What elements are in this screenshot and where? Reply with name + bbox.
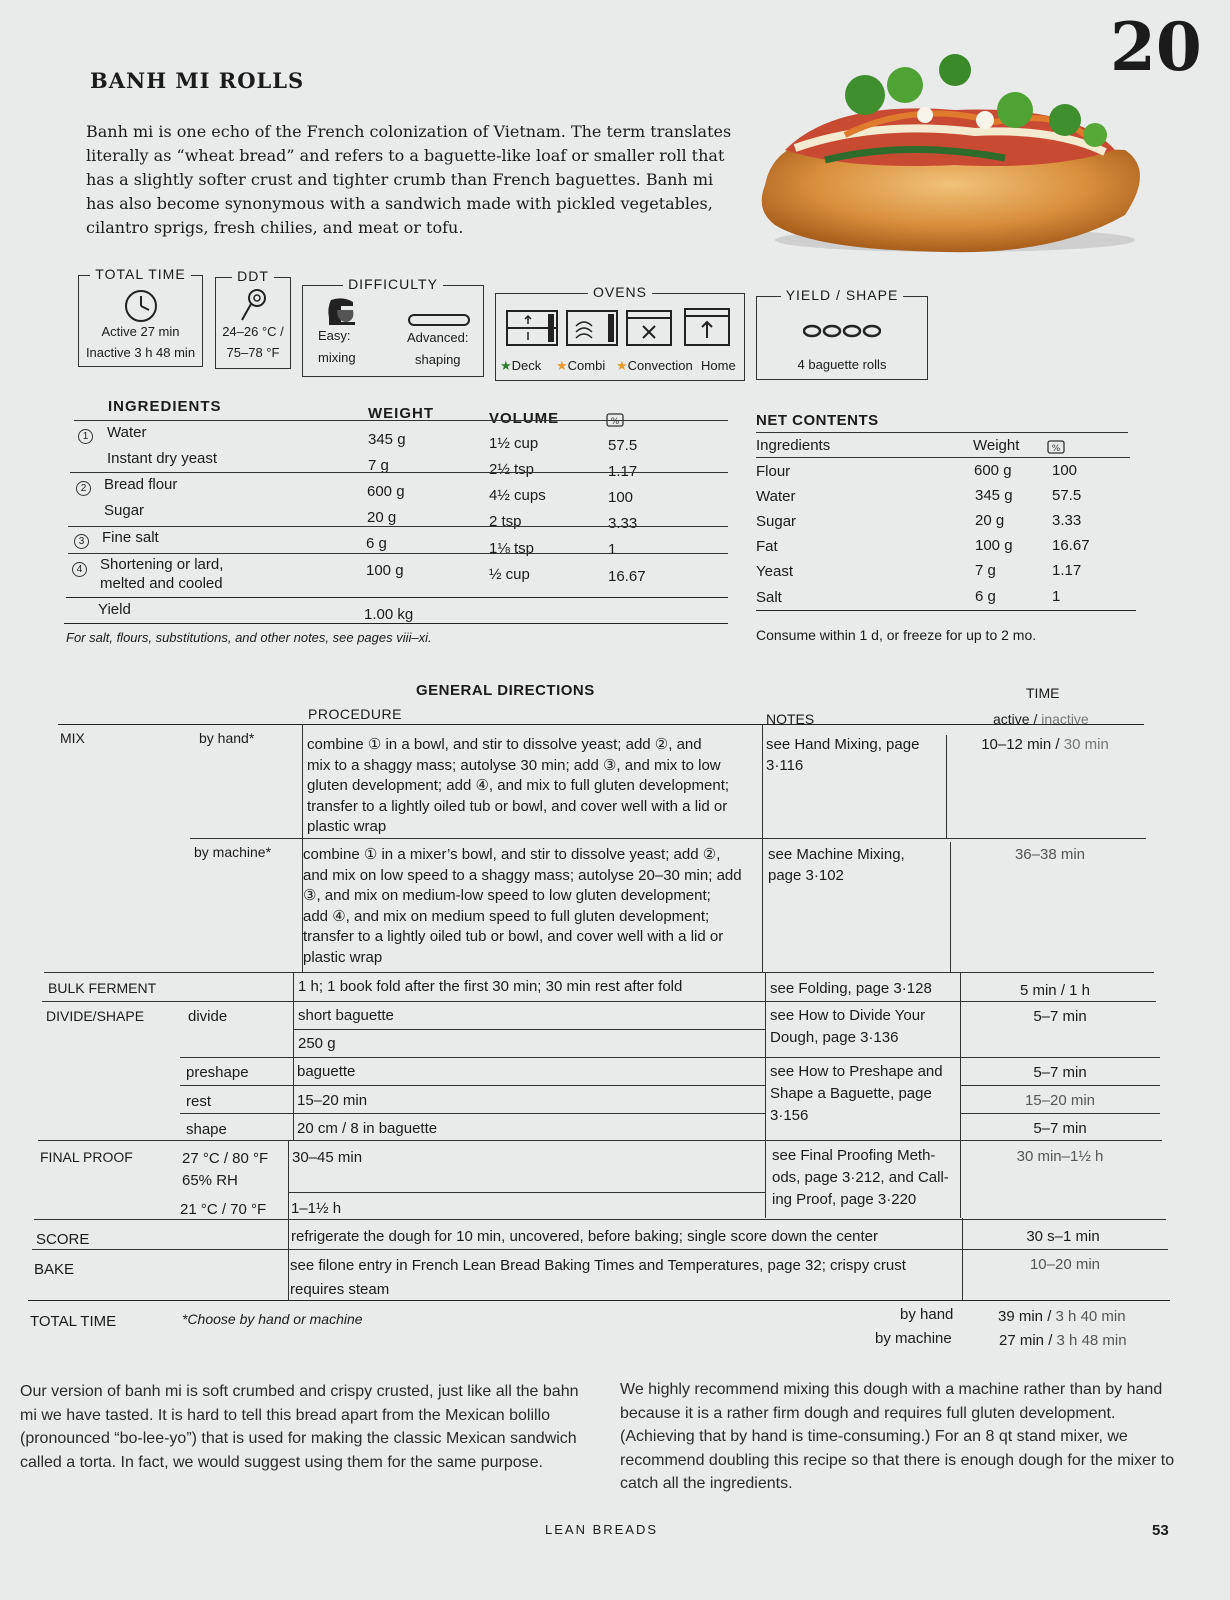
oven-combi: ★Combi [556, 358, 606, 373]
ddt-box [215, 268, 291, 369]
mix-hand-procedure: combine ① in a bowl, and stir to dissolve yeast; add ②, and mix to a shaggy mass; autolyse 30 min; add ③, and mix to low gluten development; add ④, and mix to full gluten development; transfer to a lightly oiled tub or bowl, and cover well with a lid or plastic wrap [307, 736, 730, 835]
ingredient-weight: 100 g [366, 562, 404, 579]
mix-hand-time: 10–12 min / 30 min [981, 736, 1109, 753]
mix-hand-notes: see Hand Mixing, page 3·116 [766, 736, 920, 774]
ddt-fahrenheit: 75–78 °F [226, 345, 280, 360]
total-by-machine-time: 27 min / 3 h 48 min [999, 1332, 1127, 1349]
ingredient-volume: 2½ tsp [489, 461, 535, 478]
total-by-hand-time: 39 min / 3 h 40 min [998, 1308, 1126, 1325]
rest-label: rest [186, 1093, 212, 1110]
total-by-hand-label: by hand [900, 1306, 954, 1323]
svg-text:%: % [610, 417, 620, 427]
net-row-weight: 6 g [975, 588, 996, 605]
ingredient-row [78, 426, 93, 444]
step-4-marker: 4 [72, 562, 87, 577]
shape-label: shape [186, 1121, 227, 1138]
stage-mix: MIX [60, 730, 85, 746]
time-header: TIME [1026, 685, 1060, 701]
shape-time: 5–7 min [1033, 1120, 1087, 1137]
ingredient-weight: 7 g [368, 457, 389, 474]
ingredient-volume: 2 tsp [489, 513, 522, 530]
divide-notes: see How to Divide Your Dough, page 3·136 [770, 1007, 926, 1046]
divide-weight: 250 g [298, 1035, 336, 1052]
net-row-name: Fat [756, 538, 778, 555]
combi-oven-icon [566, 310, 618, 346]
score-time: 30 s–1 min [1026, 1228, 1100, 1245]
intro-paragraph: Banh mi is one echo of the French colonization of Vietnam. The term translates literally as “wheat bread” and refers to a baguette-like loaf or smaller roll that has a slightly softer crust and tighter crumb than French baguettes. Banh mi has also become synonymous with a sandwich made with pickled vegetables, cilantro sprigs, fresh chilies, and meat or tofu. [86, 122, 732, 237]
ingredient-name: Instant dry yeast [107, 450, 218, 467]
recipe-title: BANH MI ROLLS [90, 68, 305, 93]
ingredient-volume: 1½ cup [489, 435, 539, 452]
choose-method-note: *Choose by hand or machine [182, 1311, 363, 1327]
stage-bulk-ferment: BULK FERMENT [48, 980, 157, 996]
clock-icon [123, 288, 159, 324]
net-row-name: Sugar [756, 513, 797, 530]
net-row-name: Water [756, 488, 796, 505]
bakers-percentage-icon [1047, 438, 1065, 454]
net-row-weight: 345 g [975, 487, 1013, 504]
net-weight-header: Weight [973, 437, 1020, 454]
bottom-right-paragraph: We highly recommend mixing this dough with a machine rather than by hand because it is a rather firm dough and requires full gluten development. (Achieving that by hand is time-consuming.) For an 8 qt stand mixer, we recommend doubling this recipe so that there is enough dough for the mixer to catch all the ingredients. [620, 1381, 1175, 1492]
net-row-weight: 7 g [975, 562, 996, 579]
baguette-shape-icon [408, 314, 470, 326]
method-by-machine: by machine* [194, 844, 272, 860]
net-row-percent: 57.5 [1052, 487, 1082, 504]
step-2-marker: 2 [76, 481, 91, 496]
net-contents-note: Consume within 1 d, or freeze for up to 2 mo. [756, 627, 1037, 643]
rest-time: 15–20 min [1024, 1092, 1096, 1109]
star-icon: ★ [556, 358, 568, 373]
advanced-label: Advanced: [407, 330, 469, 345]
ingredients-footnote: For salt, flours, substitutions, and other notes, see pages viii–xi. [66, 630, 432, 645]
svg-text:%: % [1051, 444, 1061, 454]
difficulty-box-label: DIFFICULTY [343, 276, 443, 292]
ingredient-weight: 6 g [366, 535, 387, 552]
bulk-notes: see Folding, page 3·128 [770, 980, 932, 997]
stage-total-time: TOTAL TIME [30, 1313, 117, 1330]
mix-machine-procedure: combine ① in a mixer’s bowl, and stir to dissolve yeast; add ②, and mix on low speed to a shaggy mass; autolyse 20–30 min; add ③, and mix on medium-low speed to low gluten development; add ④, and mix on medium speed to full gluten development; transfer to a lightly oiled tub or bowl, and cover well with a lid or plastic wrap [303, 846, 742, 966]
deck-oven-icon [506, 310, 558, 346]
final-proof-time: 30 min–1½ h [1016, 1148, 1104, 1165]
weight-header: WEIGHT [368, 405, 434, 422]
yield-label: Yield [98, 601, 131, 618]
stand-mixer-icon [325, 296, 361, 326]
yield-box [756, 287, 928, 380]
mix-machine-time: 36–38 min [1014, 846, 1086, 863]
home-oven-icon [684, 308, 730, 346]
total-time-box-label: TOTAL TIME [90, 266, 190, 282]
star-icon: ★ [500, 358, 512, 373]
net-ingredients-header: Ingredients [756, 437, 831, 454]
ingredient-percent: 100 [608, 489, 634, 506]
ingredient-name: Bread flour [104, 476, 178, 493]
oven-deck: ★Deck [500, 358, 542, 373]
ingredient-percent: 3.33 [608, 515, 638, 532]
inactive-time: Inactive 3 h 48 min [85, 345, 196, 360]
step-1-marker: 1 [78, 429, 93, 444]
bake-time: 10–20 min [1029, 1256, 1101, 1273]
total-by-machine-label: by machine [875, 1330, 952, 1347]
ingredients-header: INGREDIENTS [108, 398, 222, 415]
stage-final-proof: FINAL PROOF [40, 1149, 133, 1165]
bulk-time: 5 min / 1 h [1019, 982, 1091, 999]
ingredient-weight: 20 g [367, 509, 397, 526]
stage-bake: BAKE [34, 1261, 75, 1278]
ingredient-name-cont: melted and cooled [100, 575, 223, 592]
oven-home: Home [701, 358, 736, 373]
yield-text: 4 baguette rolls [797, 357, 887, 372]
ingredient-volume: 1⅛ tsp [489, 540, 535, 557]
total-time-box [78, 266, 203, 367]
net-row-weight: 100 g [975, 537, 1013, 554]
net-row-percent: 16.67 [1052, 537, 1090, 554]
ingredient-volume: 4½ cups [489, 487, 546, 504]
easy-label: Easy: [318, 328, 351, 343]
ddt-celsius: 24–26 °C / [222, 324, 284, 339]
preshape-label: preshape [186, 1064, 249, 1081]
net-row-name: Flour [756, 463, 791, 480]
notes-header: NOTES [766, 711, 815, 727]
rolls-shape-icon [803, 324, 881, 338]
final-proof-condition-1: 27 °C / 80 °F [182, 1150, 269, 1167]
star-icon: ★ [616, 358, 628, 373]
ingredient-name: Fine salt [102, 529, 159, 546]
bulk-procedure: 1 h; 1 book fold after the first 30 min; 30 min rest after fold [298, 978, 683, 995]
ddt-box-label: DDT [232, 268, 274, 284]
divide-procedure: short baguette [298, 1007, 394, 1024]
net-row-name: Yeast [756, 563, 793, 580]
final-proof-procedure-2: 1–1½ h [291, 1200, 342, 1217]
method-by-hand: by hand* [199, 730, 255, 746]
ingredient-name: Shortening or lard, [100, 556, 224, 573]
divide-time: 5–7 min [1033, 1008, 1087, 1025]
banh-mi-sandwich-image [755, 40, 1165, 270]
preshape-time: 5–7 min [1033, 1064, 1087, 1081]
shape-notes: see How to Preshape and Shape a Baguette, page 3·156 [770, 1063, 943, 1124]
score-procedure: refrigerate the dough for 10 min, uncovered, before baking; single score down the center [291, 1228, 879, 1245]
yield-value: 1.00 kg [364, 606, 414, 623]
net-row-weight: 600 g [974, 462, 1012, 479]
rest-procedure: 15–20 min [297, 1092, 368, 1109]
ingredient-percent: 1.17 [608, 463, 638, 480]
net-row-name: Salt [756, 589, 782, 606]
bakers-percentage-icon [606, 411, 624, 427]
yield-box-label: YIELD / SHAPE [781, 287, 904, 303]
net-row-percent: 100 [1052, 462, 1078, 479]
bottom-left-paragraph: Our version of banh mi is soft crumbed and crispy crusted, just like all the bahn mi we have tasted. It is hard to tell this bread apart from the Mexican bolillo (pronounced “bo-lee-yo”) that is used for making the classic Mexican sandwich called a torta. In fact, we would suggest using them for the same purpose. [20, 1383, 579, 1471]
ovens-box-label: OVENS [588, 284, 652, 300]
net-row-weight: 20 g [975, 512, 1005, 529]
net-row-percent: 1 [1052, 588, 1061, 605]
preshape-procedure: baguette [297, 1063, 356, 1080]
convection-oven-icon [626, 310, 672, 346]
stage-divide-shape: DIVIDE/SHAPE [46, 1008, 145, 1024]
volume-header: VOLUME [489, 410, 560, 427]
ingredient-percent: 16.67 [608, 568, 646, 585]
chapter-number: 20 [1110, 8, 1202, 86]
ingredient-percent: 1 [608, 541, 617, 558]
advanced-task: shaping [415, 352, 461, 367]
oven-convection: ★Convection [616, 358, 693, 373]
ingredient-volume: ½ cup [489, 566, 530, 583]
final-proof-notes: see Final Proofing Meth- ods, page 3·212, and Call- ing Proof, page 3·220 [772, 1147, 949, 1208]
thermometer-icon [238, 288, 268, 324]
final-proof-procedure-1: 30–45 min [292, 1149, 363, 1166]
bake-procedure: see filone entry in French Lean Bread Baking Times and Temperatures, page 32; crispy crust requires steam [290, 1257, 906, 1298]
section-footer: LEAN BREADS [545, 1522, 659, 1537]
net-row-percent: 3.33 [1052, 512, 1082, 529]
procedure-header: PROCEDURE [308, 706, 402, 722]
time-subheader: active / inactive [993, 711, 1089, 727]
mix-machine-notes: see Machine Mixing, page 3·102 [768, 846, 905, 884]
difficulty-box [302, 276, 484, 377]
final-proof-humidity: 65% RH [182, 1172, 238, 1189]
ingredient-name: Water [107, 424, 147, 441]
step-3-marker: 3 [74, 534, 89, 549]
ingredient-percent: 57.5 [608, 437, 638, 454]
divide-label: divide [188, 1008, 228, 1025]
stage-score: SCORE [36, 1231, 90, 1248]
ovens-box [495, 284, 745, 381]
net-contents-title: NET CONTENTS [756, 412, 879, 429]
ingredient-weight: 345 g [368, 431, 406, 448]
shape-procedure: 20 cm / 8 in baguette [297, 1120, 438, 1137]
net-row-percent: 1.17 [1052, 562, 1082, 579]
ingredient-weight: 600 g [367, 483, 405, 500]
page-number: 53 [1152, 1522, 1169, 1539]
ingredient-name: Sugar [104, 502, 145, 519]
directions-title: GENERAL DIRECTIONS [416, 682, 595, 699]
final-proof-condition-2: 21 °C / 70 °F [180, 1201, 267, 1218]
easy-task: mixing [318, 350, 356, 365]
active-time: Active 27 min [101, 324, 180, 339]
